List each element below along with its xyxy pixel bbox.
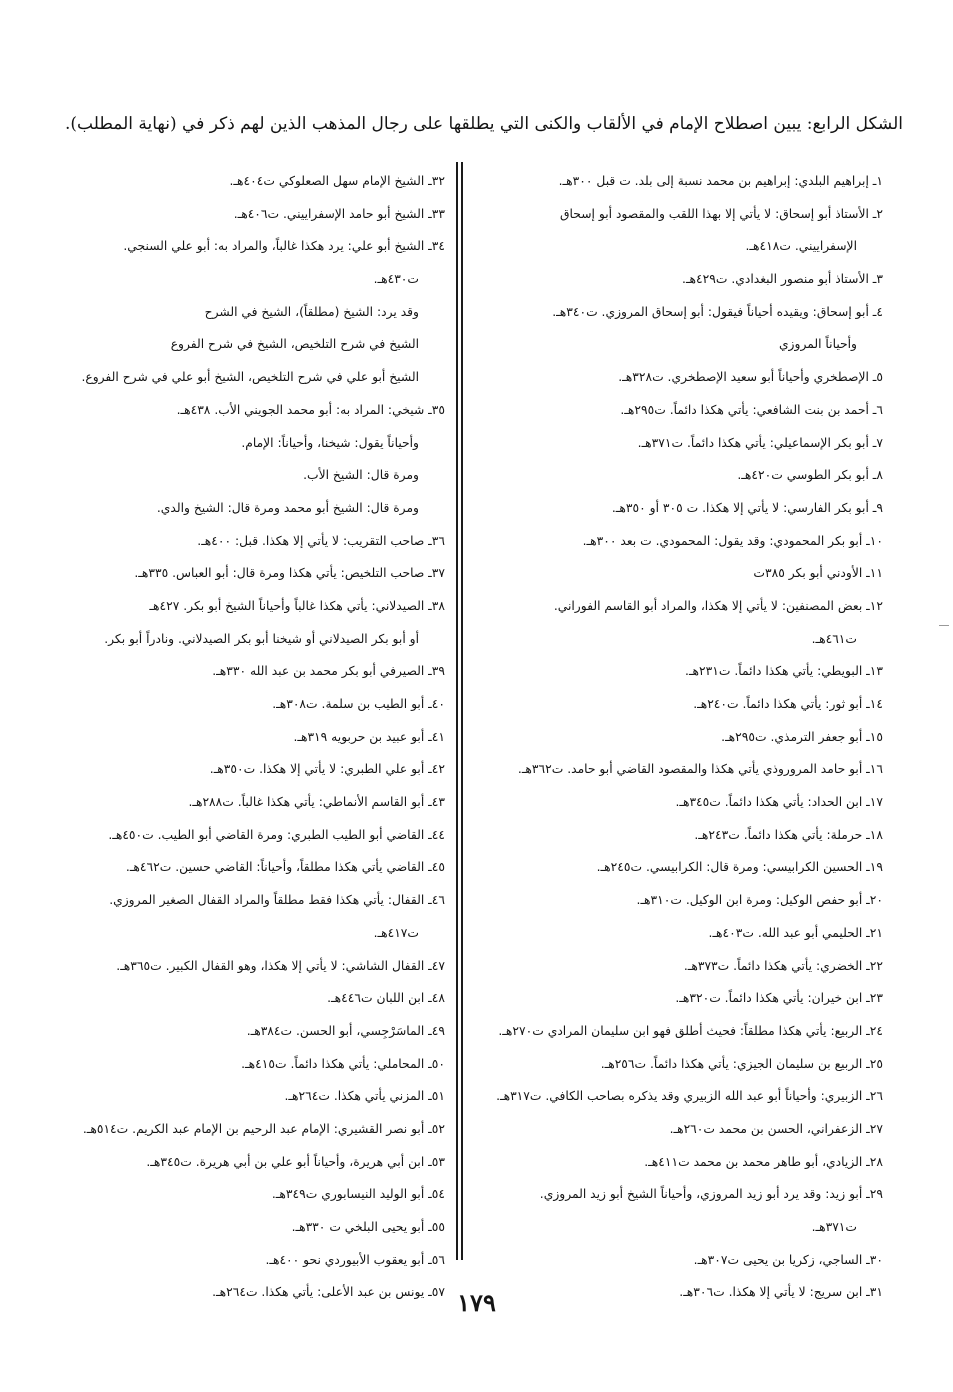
entry-continuation-line: ومرة قال: الشيخ أبو محمد ومرة قال: الشيخ والدي. — [156, 500, 419, 515]
entry-continuation-line: ت٣٧١هـ. — [811, 1220, 857, 1234]
entry-line: ١٧ـ ابن الحداد: يأتي هكذا دائماً. ت٣٤٥هـ. — [675, 795, 883, 810]
entry-line: ٥٣ـ ابن أبي هريرة، وأحياناً أبو علي بن أبي هريرة. ت٣٤٥هـ. — [146, 1154, 445, 1169]
entry-continuation-line: ت٤١٧هـ. — [373, 925, 419, 940]
page-title: الشكل الرابع: يبين اصطلاح الإمام في الألقاب والكنى التي يطلقها على رجال المذهب الذين لهم ذكر في (نهاية المطلب). — [64, 114, 903, 134]
entry-line: ١ـ إبراهيم البلدي: إبراهيم بن محمد نسبة إلى بلد. ت قبل ٣٠٠هـ. — [558, 174, 883, 188]
entry-continuation-line: وأحياناً يقول: شيخنا، وأحياناً: الإمام. — [241, 435, 419, 450]
margin-mark — [939, 625, 949, 626]
entry-continuation-line: ت٤٦١هـ. — [811, 631, 857, 646]
entry-line: ٣٣ـ الشيخ أبو حامد الإسفراييني. ت٤٠٦هـ. — [233, 206, 445, 221]
entry-line: ٣٥ـ شيخي: المراد به: أبو محمد الجويني الأب. ٤٣٨هـ. — [176, 402, 445, 417]
entry-line: ١٣ـ البويطي: يأتي هكذا دائماً. ت٢٣١هـ. — [685, 664, 883, 679]
entry-line: ٨ـ أبو بكر الطوسي ت٤٢٠هـ. — [737, 468, 883, 483]
entry-line: ٥٦ـ أبو يعقوب الأبيوردي نحو ٤٠٠هـ. — [265, 1252, 445, 1267]
entry-line: ٢ـ الأستاذ أبو إسحاق: لا يأتي إلا بهذا اللقب والمقصود أبو إسحاق — [560, 206, 883, 221]
entry-continuation-line: الإسفراييني. ت٤١٨هـ. — [745, 239, 857, 254]
entry-line: ٥١ـ المزني يأتي هكذا. ت٢٦٤هـ. — [284, 1089, 445, 1104]
left-column — [15, 165, 445, 1309]
entry-line: ٣٠ـ الساجي، زكريا بن يحيى ت٣٠٧هـ. — [693, 1252, 883, 1267]
entry-continuation-line: الشيخ أبو علي في شرح التلخيص، الشيخ أبو علي في شرح الفروع. — [81, 370, 419, 385]
entry-line: ٢٢ـ الخضري: يأتي هكذا دائماً. ت٣٧٣هـ. — [683, 958, 883, 973]
entry-line: ٢٦ـ الزبيري: وأحياناً أبو عبد الله الزبيري وقد يذكره بصاحب الكافي. ت٣١٧هـ. — [496, 1089, 883, 1104]
column-divider — [456, 162, 463, 1260]
entry-continuation-line: أو أبو بكر الصيدلاني أو شيخنا أبو بكر الصيدلاني. ونادراً أبو بكر. — [104, 631, 419, 646]
entry-line: ٣٤ـ الشيخ أبو علي: يرد هكذا غالباً، والمراد به: أبو علي السنجي. — [123, 239, 445, 254]
entry-continuation-line: ومرة قال: الشيخ الأب. — [303, 468, 419, 483]
entry-line: ٣٧ـ صاحب التلخيص: يأتي هكذا ومرة قال: أبو العباس. ٣٣٥هـ. — [134, 566, 445, 581]
entry-line: ١٢ـ بعض المصنفين: لا يأتي إلا هكذا، والمراد أبو القاسم الفوراني. — [553, 598, 883, 613]
entry-line: ٢٩ـ أبو زيد: وقد يرد أبو زيد المروزي، وأحياناً الشيخ أبو زيد المروزي. — [539, 1187, 883, 1202]
entry-line: ١٩ـ الحسين الكرابيسي: ومرة قال: الكرابيسي. ت٢٤٥هـ. — [596, 860, 883, 875]
entry-line: ٤٢ـ أبو علي الطبري: لا يأتي إلا هكذا. ت٣٥٠هـ. — [209, 762, 445, 777]
entry-line: ١٦ـ أبو حامد المروروذي يأتي هكذا والمقصود القاضي أبو حامد. ت٣٦٢هـ. — [517, 762, 883, 777]
entry-line: ٤١ـ أبو عبيد بن حربويه ٣١٩هـ. — [293, 729, 445, 744]
entry-line: ٣٩ـ الصيرفي أبو بكر محمد بن عبد الله ٣٣٠هـ. — [212, 664, 445, 679]
entry-line: ٦ـ أحمد بن بنت الشافعي: يأتي هكذا دائماً. ت٢٩٥هـ. — [620, 402, 883, 417]
entry-line: ٤٩ـ الماسَرْجِسي، أبو الحسن. ت٣٨٤هـ. — [246, 1023, 445, 1038]
entry-continuation-line: وقد يرد: الشيخ (مطلقاً)، الشيخ في الشرح — [204, 304, 419, 319]
entry-line: ١٥ـ أبو جعفر الترمذي. ت٢٩٥هـ. — [721, 729, 883, 744]
entry-line: ٧ـ أبو بكر الإسماعيلي: يأتي هكذا دائماً. ت٣٧١هـ. — [637, 435, 883, 450]
entry-line: ١٤ـ أبو ثور: يأتي هكذا دائماً. ت٢٤٠هـ. — [693, 697, 883, 711]
entry-line: ٣٦ـ صاحب التقريب: لا يأتي إلا هكذا. قبل: ٤٠٠هـ. — [197, 533, 445, 548]
entry-continuation-line: ت٤٣٠هـ. — [373, 272, 419, 287]
entry-line: ٥ـ الإصطخري وأحياناً أبو سعيد الإصطخري. ت٣٢٨هـ. — [618, 370, 883, 385]
entry-line: ٥٧ـ يونس بن عبد الأعلى: يأتي هكذا. ت٢٦٤هـ. — [212, 1285, 445, 1300]
entry-continuation-line: وأحياناً المروزي — [778, 337, 857, 352]
entry-line: ٢٨ـ الزيادي، أبو طاهر محمد بن محمد ت٤١١هـ. — [644, 1154, 883, 1169]
entry-line: ٥٤ـ أبو الوليد النيسابوري ت٣٤٩هـ. — [271, 1187, 445, 1202]
entry-line: ٤ـ أبو إسحاق: ويقيده أحياناً فيقول: أبو إسحاق المروزي. ت٣٤٠هـ. — [552, 304, 883, 319]
entry-line: ١٨ـ حرملة: يأتي هكذا دائماً. ت٢٤٣هـ. — [694, 827, 883, 842]
entry-line: ١١ـ الأودني أبو بكر ٣٨٥ت — [753, 566, 883, 581]
entry-line: ٣٢ـ الشيخ الإمام سهل الصعلوكي ت٤٠٤هـ. — [229, 174, 445, 188]
entry-line: ٢١ـ الحليمي أبو عبد الله. ت٤٠٣هـ. — [708, 925, 883, 940]
entry-line: ٤٧ـ القفال الشاشي: لا يأتي إلا هكذا، وهو القفال الكبير. ت٣٦٥هـ. — [116, 958, 445, 973]
entry-line: ٥٢ـ أبو نصر القشيري: الإمام عبد الرحيم بن الإمام عبد الكريم. ت٥١٤هـ. — [82, 1121, 445, 1136]
entry-line: ٥٥ـ أبو يحيى البلخي ت ٣٣٠هـ. — [291, 1220, 445, 1234]
entry-line: ٢٧ـ الزعفراني، الحسن بن محمد ت٢٦٠هـ. — [669, 1121, 883, 1136]
entry-line: ٤٥ـ القاضي يأتي هكذا مطلقاً، وأحياناً: القاضي حسين. ت٤٦٢هـ. — [125, 860, 445, 875]
entry-line: ٢٤ـ الربيع: يأتي هكذا مطلقاً: فحيث أطلق فهو ابن سليمان المرادي ت٢٧٠هـ. — [498, 1023, 883, 1038]
entry-line: ٤٠ـ أبو الطيب بن سلمة. ت٣٠٨هـ. — [272, 697, 445, 711]
entry-line: ٣٨ـ الصيدلاني: يأتي هكذا غالباً وأحياناً الشيخ أبو بكر. ٤٢٧هـ — [149, 598, 445, 613]
entry-line: ٤٦ـ القفال: يأتي هكذا فقط مطلقاً والمراد القفال الصغير المروزي. — [109, 893, 445, 908]
entry-line: ٤٣ـ أبو القاسم الأنماطي: يأتي هكذا غالباً. ت٢٨٨هـ. — [188, 795, 445, 810]
entry-line: ٢٥ـ الربيع بن سليمان الجيزي: يأتي هكذا دائماً. ت٢٥٦هـ. — [600, 1056, 883, 1071]
entry-line: ٤٤ـ القاضي أبو الطيب الطبري: ومرة القاضي أبو الطيب. ت٤٥٠هـ. — [108, 827, 445, 842]
entry-line: ١٠ـ أبو بكر المحمودي: وقد يقول: المحمودي. ت بعد ٣٠٠هـ. — [582, 533, 883, 548]
entry-line: ٤٨ـ ابن اللبان ت٤٤٦هـ. — [327, 991, 445, 1006]
entry-line: ٣١ـ ابن سريج: لا يأتي إلا هكذا. ت٣٠٦هـ. — [679, 1285, 883, 1300]
entry-continuation-line: الشيخ في شرح التلخيص، الشيخ في شرح الفروع — [170, 337, 419, 352]
right-column — [473, 165, 883, 1309]
entry-line: ٩ـ أبو بكر الفارسي: لا يأتي إلا هكذا. ت ٣٠٥ أو ٣٥٠هـ. — [611, 500, 883, 515]
page-number: ١٧٩ — [457, 1288, 496, 1317]
entry-line: ٢٠ـ أبو حفص الوكيل: ومرة ابن الوكيل. ت٣١٠هـ. — [636, 893, 883, 908]
entry-line: ٢٣ـ ابن خيران: يأتي هكذا دائماً. ت٣٢٠هـ. — [675, 991, 883, 1006]
entry-line: ٥٠ـ المحاملي: يأتي هكذا دائماً. ت٤١٥هـ. — [241, 1056, 445, 1071]
entry-line: ٣ـ الأستاذ أبو منصور البغدادي. ت٤٢٩هـ. — [682, 272, 883, 287]
